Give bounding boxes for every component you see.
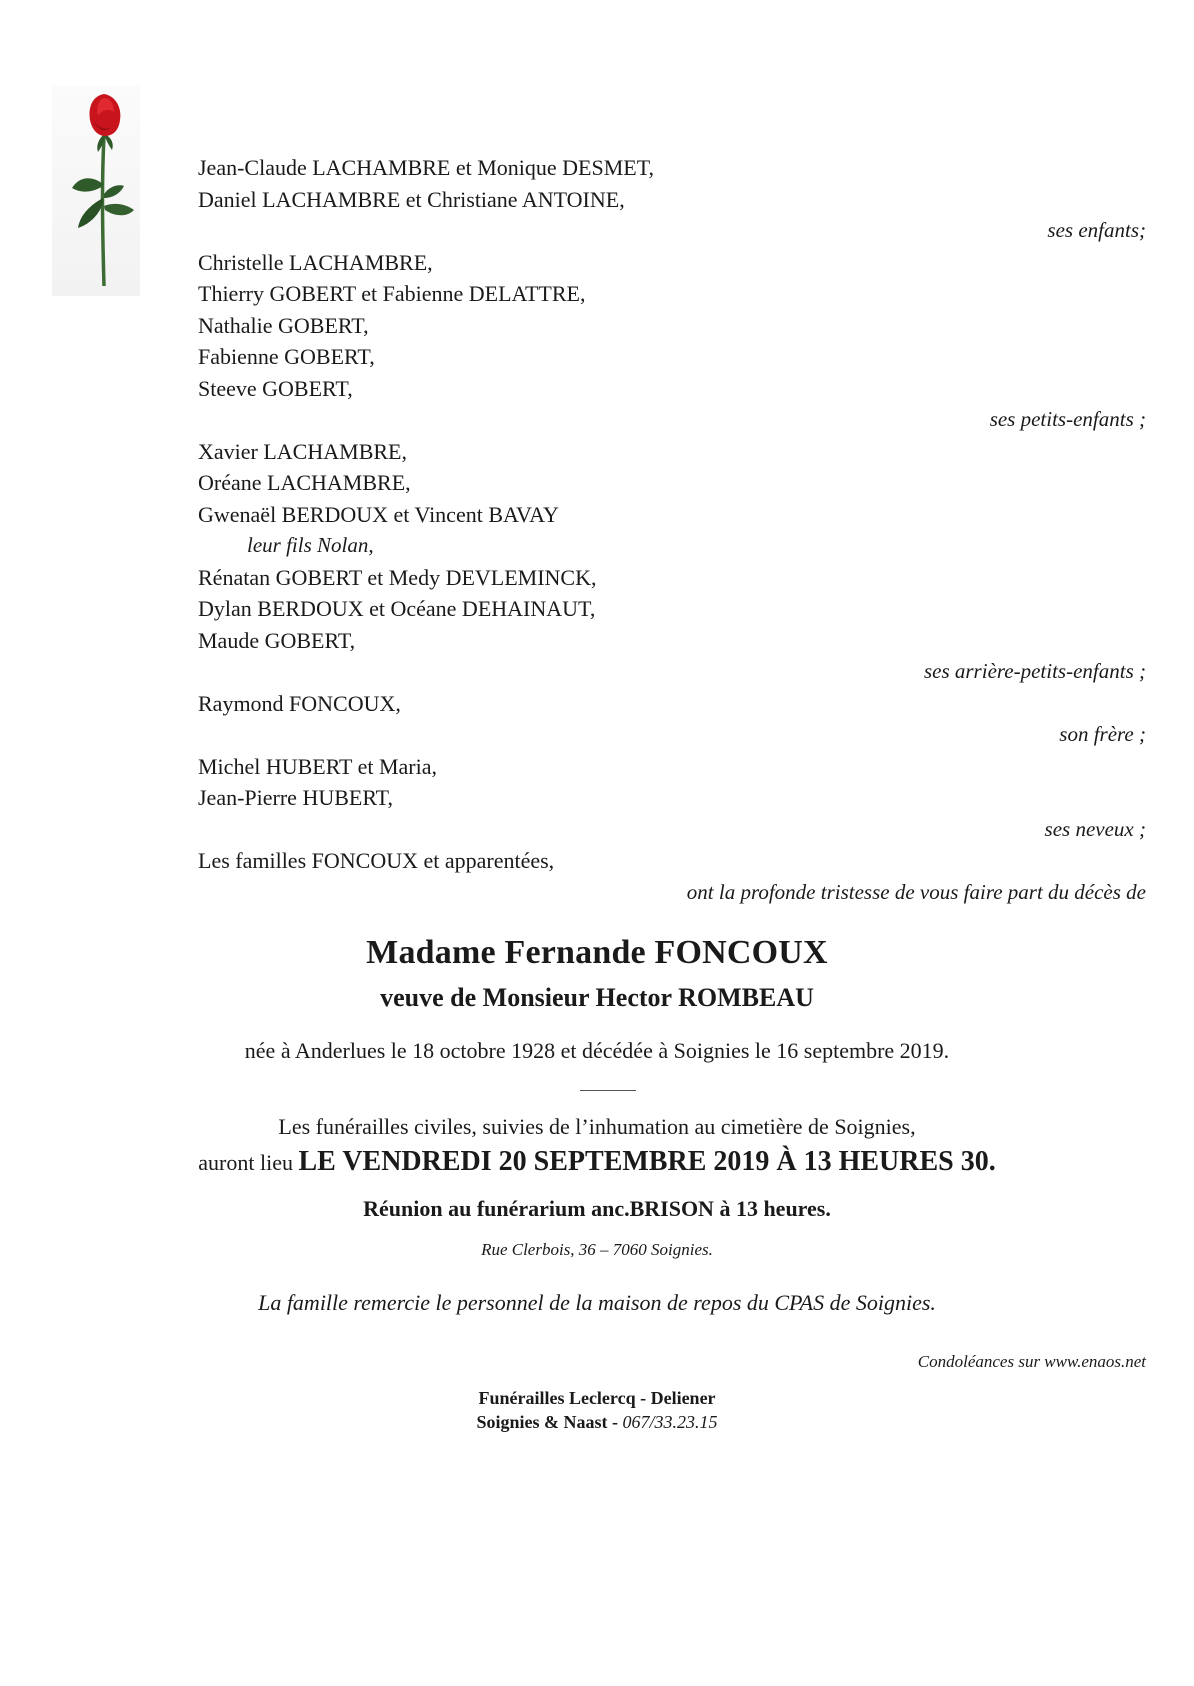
- role-children: ses enfants;: [1047, 218, 1146, 242]
- funeral-address: Rue Clerbois, 36 – 7060 Soignies.: [481, 1240, 713, 1259]
- company-phone: 067/33.23.15: [622, 1412, 718, 1432]
- family-grandchild-4: Fabienne GOBERT,: [198, 344, 375, 369]
- family-nephew-1: Michel HUBERT et Maria,: [198, 753, 438, 779]
- birth-death-dates: née à Anderlues le 18 octobre 1928 et décédée à Soignies le 16 septembre 2019.: [244, 1038, 950, 1063]
- family-great-grandchild-3: Gwenaël BERDOUX et Vincent BAVAY: [198, 501, 559, 527]
- funeral-company-contact: [0, 1412, 1194, 1433]
- funeral-date-prefix: auront lieu: [198, 1150, 293, 1175]
- family-grandchild-1: Christelle LACHAMBRE,: [198, 249, 433, 275]
- widow-of: veuve de Monsieur Hector ROMBEAU: [380, 983, 814, 1012]
- family-grandchild-3: Nathalie GOBERT,: [198, 312, 369, 338]
- funeral-company-name: Funérailles Leclercq - Deliener: [478, 1388, 716, 1408]
- family-great-grandchild-2: Oréane LACHAMBRE,: [198, 470, 411, 495]
- funeral-date: LE VENDREDI 20 SEPTEMBRE 2019 À 13 HEURES 30.: [298, 1146, 996, 1177]
- family-grandchild-2: Thierry GOBERT et Fabienne DELATTRE,: [198, 281, 586, 306]
- thanks-note: La famille remercie le personnel de la maison de repos du CPAS de Soignies.: [258, 1290, 936, 1315]
- family-grandchild-5: Steeve GOBERT,: [198, 375, 353, 401]
- family-list: [0, 152, 1194, 908]
- role-grandchildren: ses petits-enfants ;: [989, 407, 1146, 431]
- family-great-grandchild-5: Dylan BERDOUX et Océane DEHAINAUT,: [198, 596, 596, 621]
- family-relatives: Les familles FONCOUX et apparentées,: [198, 848, 555, 873]
- family-brother: Raymond FONCOUX,: [198, 690, 401, 716]
- family-child-2: Daniel LACHAMBRE et Christiane ANTOINE,: [198, 186, 625, 212]
- family-great-grandchild-1: Xavier LACHAMBRE,: [198, 438, 407, 464]
- gathering-info: Réunion au funérarium anc.BRISON à 13 heures.: [363, 1196, 831, 1221]
- divider: [580, 1090, 636, 1091]
- family-great-grandchild-6: Maude GOBERT,: [198, 627, 356, 653]
- role-great-grandchildren: ses arrière-petits-enfants ;: [923, 659, 1146, 683]
- announcement-text: ont la profonde tristesse de vous faire part du décès de: [686, 879, 1146, 904]
- role-brother: son frère ;: [1059, 722, 1146, 746]
- family-great-grandchild-4: Rénatan GOBERT et Medy DEVLEMINCK,: [198, 564, 597, 590]
- family-nephew-2: Jean-Pierre HUBERT,: [198, 785, 393, 810]
- condolences-link: Condoléances sur www.enaos.net: [917, 1352, 1146, 1371]
- funeral-details: Les funérailles civiles, suivies de l’inhumation au cimetière de Soignies,: [278, 1114, 916, 1139]
- funeral-date-line: [0, 1146, 1194, 1178]
- company-locations: Soignies & Naast -: [476, 1412, 618, 1432]
- role-nephews: ses neveux ;: [1044, 816, 1146, 841]
- family-child-1: Jean-Claude LACHAMBRE et Monique DESMET,: [198, 155, 655, 180]
- deceased-name: Madame Fernande FONCOUX: [366, 934, 828, 971]
- family-great-grandchild-sub: leur fils Nolan,: [247, 533, 374, 557]
